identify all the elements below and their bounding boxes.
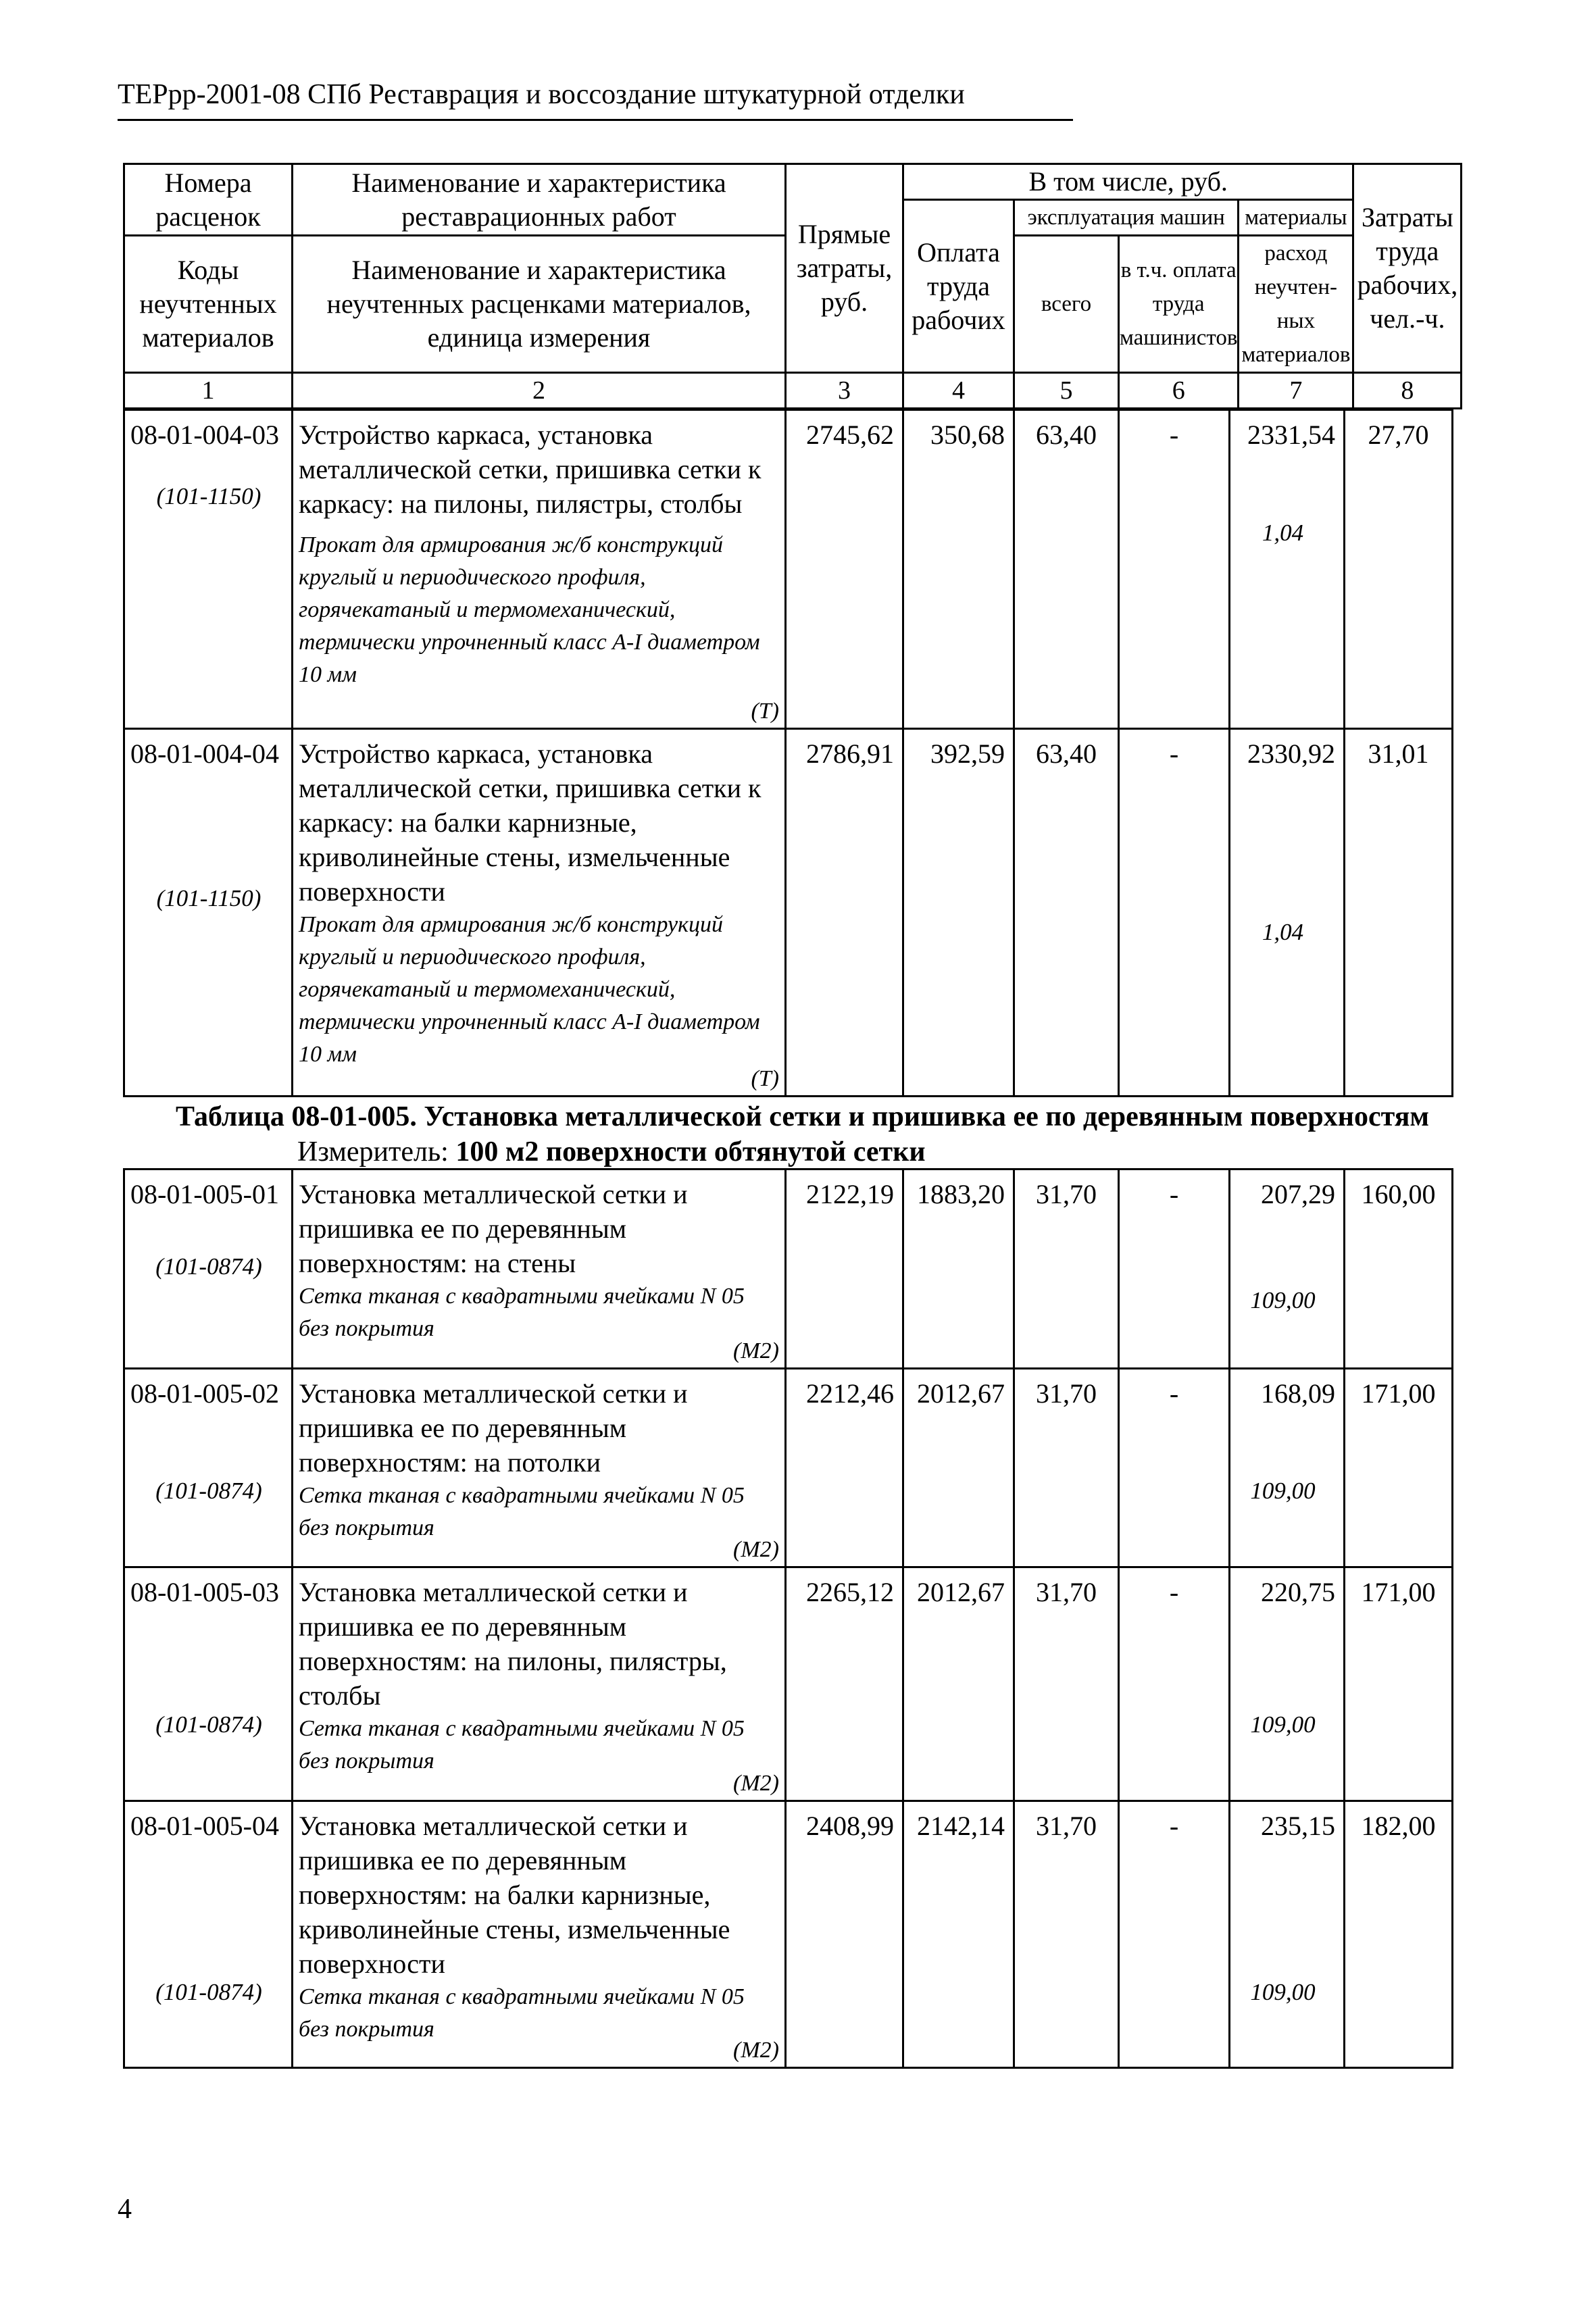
labor-hours: 171,00 [1345, 1369, 1453, 1567]
direct-cost: 2408,99 [786, 1801, 903, 2068]
materials-cost-cell [1230, 729, 1345, 1097]
table-row [124, 410, 1453, 729]
direct-cost: 2122,19 [786, 1169, 903, 1369]
labor-cost: 2012,67 [903, 1567, 1014, 1801]
materials-cost: 207,29 [1261, 1179, 1335, 1209]
table-row [124, 1369, 1453, 1567]
material-code: (101-0874) [155, 1979, 262, 2005]
column-number: 8 [1353, 373, 1462, 409]
column-number: 3 [786, 373, 903, 409]
work-name: Установка металлической сетки и пришивка ее по деревянным поверхностям: на пилоны, пилястры, столбы [299, 1577, 727, 1711]
materials-cost: 168,09 [1261, 1378, 1335, 1409]
column-number: 2 [293, 373, 786, 409]
rates-table-005 [123, 1168, 1453, 2069]
column-number: 7 [1239, 373, 1353, 409]
materials-cost: 2331,54 [1247, 420, 1335, 450]
material-unit: (Т) [751, 1066, 779, 1091]
material-unit: (Т) [751, 699, 779, 724]
materials-cost: 2330,92 [1247, 738, 1335, 769]
rate-name-cell [293, 729, 786, 1097]
labor-hours: 171,00 [1345, 1567, 1453, 1801]
direct-cost: 2212,46 [786, 1369, 903, 1567]
material-code: (101-0874) [155, 1711, 262, 1738]
group-header: В том числе, руб. [903, 164, 1353, 200]
material-name: Сетка тканая с квадратными ячейками N 05 без покрытия [299, 1483, 745, 1540]
machinist-labor-cost: - [1119, 1801, 1230, 2068]
col5-header: всего [1014, 236, 1119, 373]
machine-cost: 63,40 [1014, 410, 1119, 729]
direct-cost: 2786,91 [786, 729, 903, 1097]
labor-hours: 160,00 [1345, 1169, 1453, 1369]
col4-header: Оплата труда рабочих [903, 200, 1014, 373]
rate-code-cell [124, 729, 293, 1097]
rate-code: 08-01-005-03 [130, 1577, 279, 1607]
rate-code: 08-01-004-04 [130, 738, 279, 769]
rate-code: 08-01-005-04 [130, 1811, 279, 1841]
table-row [124, 729, 1453, 1097]
rate-name-cell [293, 1567, 786, 1801]
direct-cost: 2745,62 [786, 410, 903, 729]
materials-cost: 235,15 [1261, 1811, 1335, 1841]
materials-cost-cell [1230, 1369, 1345, 1567]
meter-line [297, 1135, 926, 1169]
material-unit: (М2) [733, 1771, 779, 1796]
labor-cost: 350,68 [903, 410, 1014, 729]
machinist-labor-cost: - [1119, 410, 1230, 729]
machinist-labor-cost: - [1119, 1369, 1230, 1567]
direct-cost: 2265,12 [786, 1567, 903, 1801]
table-row [124, 1567, 1453, 1801]
labor-hours: 31,01 [1345, 729, 1453, 1097]
rate-name-cell [293, 1169, 786, 1369]
material-name: Прокат для армирования ж/б конструкций круглый и периодического профиля, горячекатаный и термомеханический, термически упрочненный класс А-I диаметром 10 мм [299, 532, 760, 687]
materials-group-header: материалы [1239, 200, 1353, 236]
work-name: Установка металлической сетки и пришивка ее по деревянным поверхностям: на стены [299, 1179, 688, 1278]
rate-code: 08-01-005-02 [130, 1378, 279, 1409]
rate-code-cell [124, 410, 293, 729]
material-name: Сетка тканая с квадратными ячейками N 05 без покрытия [299, 1984, 745, 2042]
material-code: (101-0874) [155, 1478, 262, 1504]
rate-code-cell [124, 1169, 293, 1369]
column-number: 6 [1119, 373, 1239, 409]
document-header: ТЕРрр-2001-08 СПб Реставрация и воссоздание штукатурной отделки [118, 79, 965, 110]
machine-cost: 31,70 [1014, 1801, 1119, 2068]
labor-hours: 182,00 [1345, 1801, 1453, 2068]
col8-header: Затраты труда рабочих, чел.-ч. [1353, 164, 1462, 373]
material-qty: 109,00 [1250, 1711, 1316, 1738]
material-name: Прокат для армирования ж/б конструкций круглый и периодического профиля, горячекатаный и термомеханический, термически упрочненный класс А-I диаметром 10 мм [299, 912, 760, 1067]
materials-cost-cell [1230, 1169, 1345, 1369]
column-header-table [123, 163, 1462, 409]
col3-header: Прямые затраты, руб. [786, 164, 903, 373]
rate-name-cell [293, 410, 786, 729]
table-caption: Таблица 08-01-005. Установка металлической сетки и пришивка ее по деревянным поверхностям [176, 1101, 1430, 1132]
labor-hours: 27,70 [1345, 410, 1453, 729]
header-rule [118, 119, 1073, 121]
machine-cost: 63,40 [1014, 729, 1119, 1097]
machinist-labor-cost: - [1119, 1169, 1230, 1369]
material-code: (101-1150) [156, 483, 261, 509]
col7-header: расход неучтен-ных материалов [1239, 236, 1353, 373]
material-name: Сетка тканая с квадратными ячейками N 05 без покрытия [299, 1716, 745, 1774]
materials-cost: 220,75 [1261, 1577, 1335, 1607]
table-row [124, 1801, 1453, 2068]
materials-cost-cell [1230, 1567, 1345, 1801]
col2-header-top: Наименование и характеристика реставрационных работ [293, 164, 786, 236]
rate-code-cell [124, 1567, 293, 1801]
materials-cost-cell [1230, 410, 1345, 729]
work-name: Устройство каркаса, установка металлической сетки, пришивка сетки к каркасу: на пилоны, пилястры, столбы [299, 420, 762, 519]
labor-cost: 1883,20 [903, 1169, 1014, 1369]
meter-label: Измеритель: [297, 1136, 449, 1167]
work-name: Устройство каркаса, установка металлической сетки, пришивка сетки к каркасу: на балки карнизные, криволинейные стены, измельченные поверхности [299, 738, 762, 907]
col6-header: в т.ч. оплата труда машинистов [1119, 236, 1239, 373]
col1-header-bottom: Коды неучтенных материалов [124, 236, 293, 373]
material-unit: (М2) [733, 1338, 779, 1363]
machinist-labor-cost: - [1119, 1567, 1230, 1801]
rate-code: 08-01-004-03 [130, 420, 279, 450]
rate-code: 08-01-005-01 [130, 1179, 279, 1209]
table-row [124, 1169, 1453, 1369]
page-number: 4 [118, 2194, 132, 2225]
col1-header-top: Номера расценок [124, 164, 293, 236]
material-qty: 109,00 [1250, 1287, 1316, 1313]
machines-group-header: эксплуатация машин [1014, 200, 1239, 236]
machine-cost: 31,70 [1014, 1567, 1119, 1801]
labor-cost: 392,59 [903, 729, 1014, 1097]
material-qty: 1,04 [1262, 919, 1304, 945]
column-number: 4 [903, 373, 1014, 409]
col2-header-bottom: Наименование и характеристика неучтенных расценками материалов, единица измерения [293, 236, 786, 373]
rate-name-cell [293, 1801, 786, 2068]
rate-name-cell [293, 1369, 786, 1567]
material-qty: 1,04 [1262, 520, 1304, 546]
material-qty: 109,00 [1250, 1478, 1316, 1504]
material-unit: (М2) [733, 1537, 779, 1562]
rate-code-cell [124, 1801, 293, 2068]
machine-cost: 31,70 [1014, 1369, 1119, 1567]
column-number: 1 [124, 373, 293, 409]
labor-cost: 2142,14 [903, 1801, 1014, 2068]
machine-cost: 31,70 [1014, 1169, 1119, 1369]
labor-cost: 2012,67 [903, 1369, 1014, 1567]
column-number: 5 [1014, 373, 1119, 409]
work-name: Установка металлической сетки и пришивка ее по деревянным поверхностям: на потолки [299, 1378, 688, 1478]
material-code: (101-1150) [156, 885, 261, 911]
material-qty: 109,00 [1250, 1979, 1316, 2005]
work-name: Установка металлической сетки и пришивка ее по деревянным поверхностям: на балки карнизные, криволинейные стены, измельченные поверхности [299, 1811, 730, 1979]
material-name: Сетка тканая с квадратными ячейками N 05 без покрытия [299, 1284, 745, 1341]
rate-code-cell [124, 1369, 293, 1567]
meter-value: 100 м2 поверхности обтянутой сетки [455, 1136, 926, 1167]
material-code: (101-0874) [155, 1253, 262, 1280]
machinist-labor-cost: - [1119, 729, 1230, 1097]
materials-cost-cell [1230, 1801, 1345, 2068]
rates-table-004 [123, 409, 1453, 1097]
material-unit: (М2) [733, 2038, 779, 2063]
